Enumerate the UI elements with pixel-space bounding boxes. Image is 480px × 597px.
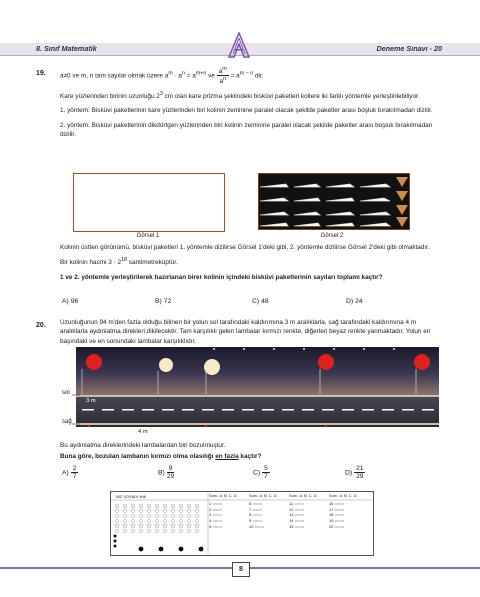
answer-row[interactable]: 9 ○○○○ [249,518,263,524]
page-number: 8 [232,562,250,577]
answer-row[interactable]: 18 ○○○○ [329,512,345,518]
q19-volume: Bir kolinin hacmi $3 \cdot 2^{18}$ santimetreküptür. [60,257,178,267]
answer-row[interactable]: 1 ○○○○ [209,500,223,506]
q20-question: Buna göre, bozulan lambanın kırmızı olma olasılığı en fazla kaçtır? [60,453,262,461]
answer-column-2: Soru A B C D 6 ○○○○ 7 ○○○○ 8 ○○○○ 9 ○○○○ 10 ○○○○ [249,493,289,530]
q19-description: Kolinin üstten görünümü, bisküvi paketleri 1. yöntemle dizilirse Görsel 1'deki gibi, 2. yöntemle dizilirse Görsel 2'deki gibi olmaktadır. [60,244,430,251]
figure-2-image [258,173,410,230]
answer-row[interactable]: 20 ○○○○ [329,523,345,529]
answer-column-4: Soru A B C D 16 ○○○○ 17 ○○○○ 18 ○○○○ 19 ○○○○ 20 ○○○○ [329,493,369,530]
answer-row[interactable]: 15 ○○○○ [289,523,305,529]
answer-row[interactable]: 13 ○○○○ [289,512,305,518]
distance-3m-label: 3 m [86,398,96,404]
q20-option-b[interactable]: B) $\frac{9}{29}$ [158,465,175,481]
question-20-number: 20. [36,322,46,329]
exam-title: Deneme Sınavı - 20 [376,44,442,53]
question-20-body-2 [60,441,445,467]
answer-row[interactable]: 3 ○○○○ [209,512,223,518]
q20-paragraph-1: Uzunluğunun 94 m'den fazla olduğu bilinen bir yolun sol tarafındaki kaldırımına 3 m aralıklarla, sağ tarafındaki kaldırımına 4 m aralıklarla aydınlatma direkleri dikilecektir. Tam karşılıklı gelen lambalar kırmızı renkte, diğerleri beyaz renkte yanmaktadır. Yolun en başındaki ve en sonundaki lambalar karşılıklıdır. [60,319,431,345]
figure-1-box [73,173,225,232]
answer-row[interactable]: 5 ○○○○ [209,523,223,529]
answer-row[interactable]: 14 ○○○○ [289,518,305,524]
question-19-body [60,66,445,144]
answer-column-3: Soru A B C D 11 ○○○○ 12 ○○○○ 13 ○○○○ 14 ○○○○ 15 ○○○○ [289,493,329,530]
q19-option-c[interactable]: C) 48 [252,298,269,305]
answer-sheet [110,491,374,556]
road-left-label: sol [62,390,70,396]
answer-row[interactable]: 10 ○○○○ [249,523,265,529]
q19-fraction: $\frac{a^m}{a^n}$ [218,66,227,86]
q19-method-1: 1. yöntem: Bisküvi paketlerinin kare yüzlerinden biri kolinin zeminine paralel olacak şekilde paketler arası boşluk bırakılmadan dizilir. [60,107,433,115]
answer-sheet-title: BİZ SOYADI ⊕⊕ [116,494,146,499]
answer-row[interactable]: 12 ○○○○ [289,506,305,512]
answer-row[interactable]: 19 ○○○○ [329,518,345,524]
q19-option-a[interactable]: A) 96 [62,298,79,305]
answer-row[interactable]: 4 ○○○○ [209,518,223,524]
figure-1-caption: Görsel 1 [136,233,160,239]
road-illustration [76,347,439,427]
answer-row[interactable]: 17 ○○○○ [329,506,345,512]
answer-row[interactable]: 2 ○○○○ [209,506,223,512]
q19-option-d[interactable]: D) 24 [346,298,363,305]
question-19-body-2 [60,243,445,287]
answer-column-1: Soru A B C D 1 ○○○○ 2 ○○○○ 3 ○○○○ 4 ○○○○ 5 ○○○○ [209,493,249,530]
q19-method-2: 2. yöntem: Bisküvi paketlerinin dikdörtgen yüzlerinden biri kolinin zeminine paralel olacak şekilde paketler arası boşluk bırakılmadan dizilir. [60,121,433,138]
q19-intro: a≠0 ve m, n tam sayılar olmak üzere $a^m \cdot a^n = a^{m+n}$ ve $\frac{a^m}{a^n}$ = $a^{m - n}$ dir. [60,66,264,86]
answer-row[interactable]: 7 ○○○○ [249,506,263,512]
answer-columns [209,493,371,530]
distance-4m-label: 4 m [138,429,148,435]
answer-row[interactable]: 8 ○○○○ [249,512,263,518]
q20-option-a[interactable]: A) $\frac{2}{7}$ [62,465,77,481]
question-19-number: 19. [36,70,46,77]
pointer-lines [72,392,92,432]
figure-2-caption: Görsel 2 [320,233,344,239]
question-20-body [60,318,445,351]
subject-title: 8. Sınıf Matematik [36,44,97,53]
road-right-label: sağ [62,419,72,425]
q19-question: 1 ve 2. yöntemle yerleştirilerek hazırlanan birer kolinin içindeki bisküvi paketlerinin sayıları toplamı kaçtır? [60,273,383,281]
q19-option-b[interactable]: B) 72 [155,298,172,305]
answer-row[interactable]: 11 ○○○○ [289,500,304,506]
answer-row[interactable]: 6 ○○○○ [249,500,263,506]
q20-paragraph-2: Bu aydınlatma direklerindeki lambalardan biri bozulmuştur. [60,442,226,449]
q20-option-c[interactable]: C) $\frac{5}{7}$ [253,465,268,481]
answer-row[interactable]: 16 ○○○○ [329,500,345,506]
q20-option-d[interactable]: D) $\frac{21}{29}$ [345,465,364,481]
q19-paragraph-1: Kare yüzlerinden birinin uzunluğu $2^3$ cm olan kare prizma şeklindeki bisküvi paketleri kollere iki farklı yöntemle yerleştirilebiliyor. [60,90,420,100]
publisher-logo-icon [228,32,250,58]
